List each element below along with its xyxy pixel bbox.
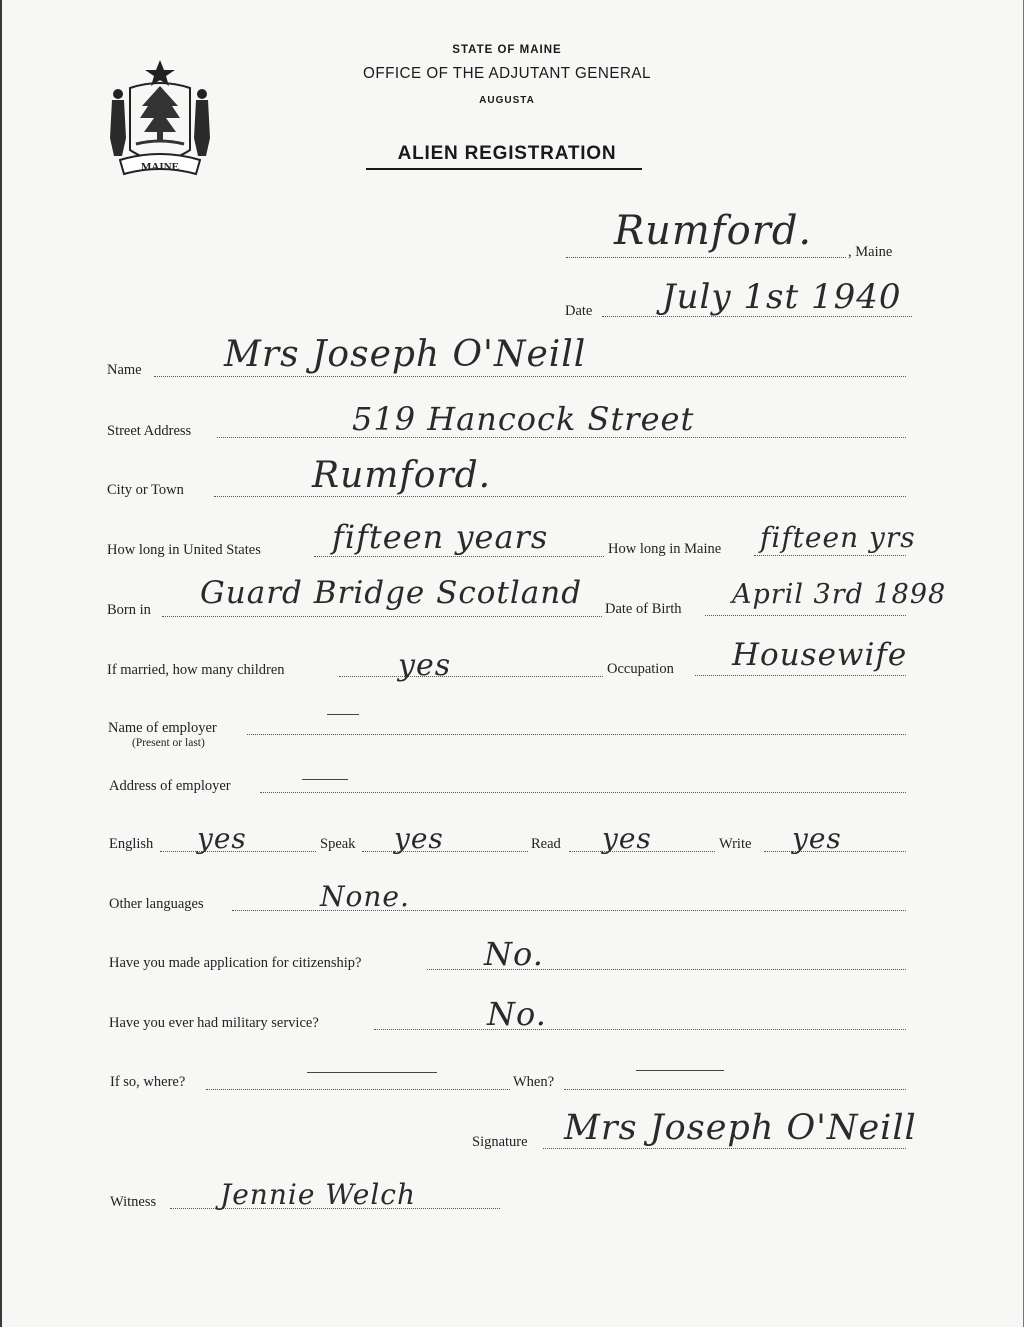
military-line xyxy=(374,1029,906,1030)
military-value[interactable]: No. xyxy=(487,995,547,1033)
maine-label: , Maine xyxy=(848,244,893,260)
born-in-line xyxy=(162,616,602,617)
form-title: ALIEN REGISTRATION xyxy=(397,143,617,164)
how-long-us-value[interactable]: fifteen years xyxy=(332,518,549,556)
state-heading: STATE OF MAINE xyxy=(452,44,562,56)
how-long-maine-line xyxy=(754,555,906,556)
write-value[interactable]: yes xyxy=(792,822,842,855)
speak-value[interactable]: yes xyxy=(394,822,444,855)
write-label: Write xyxy=(719,836,752,852)
employer-address-line xyxy=(260,792,906,793)
military-label: Have you ever had military service? xyxy=(109,1015,319,1031)
street-label: Street Address xyxy=(107,423,192,439)
employer-sublabel: (Present or last) xyxy=(132,737,205,749)
city-value[interactable]: Rumford. xyxy=(312,455,492,496)
date-label: Date xyxy=(565,303,593,319)
signature-label: Signature xyxy=(472,1134,528,1150)
how-long-us-label: How long in United States xyxy=(107,542,261,558)
how-long-maine-label: How long in Maine xyxy=(608,541,722,557)
where-line xyxy=(206,1089,510,1090)
when-label: When? xyxy=(513,1074,555,1090)
citizenship-label: Have you made application for citizenship? xyxy=(109,955,362,971)
occupation-label: Occupation xyxy=(607,661,674,677)
when-line xyxy=(564,1089,906,1090)
read-value[interactable]: yes xyxy=(602,822,652,855)
signature-line xyxy=(543,1148,906,1149)
how-long-maine-value[interactable]: fifteen yrs xyxy=(760,521,916,554)
english-label: English xyxy=(109,836,154,852)
witness-value[interactable]: Jennie Welch xyxy=(220,1178,417,1211)
speak-line xyxy=(362,851,528,852)
employer-label: Name of employer xyxy=(108,720,217,736)
town-value[interactable]: Rumford. xyxy=(614,208,813,254)
city-heading: AUGUSTA xyxy=(479,95,535,106)
title-underline xyxy=(366,168,642,170)
children-value[interactable]: yes xyxy=(398,648,452,683)
name-value[interactable]: Mrs Joseph O'Neill xyxy=(224,334,587,375)
other-languages-label: Other languages xyxy=(109,896,204,912)
date-of-birth-line xyxy=(705,615,906,616)
other-languages-value[interactable]: None. xyxy=(320,880,410,913)
employer-address-label: Address of employer xyxy=(109,778,231,794)
born-in-value[interactable]: Guard Bridge Scotland xyxy=(200,575,583,611)
how-long-us-line xyxy=(314,556,604,557)
citizenship-value[interactable]: No. xyxy=(484,935,544,973)
children-line xyxy=(339,676,603,677)
occupation-line xyxy=(695,675,906,676)
english-value[interactable]: yes xyxy=(197,822,247,855)
city-line xyxy=(214,496,906,497)
employer-line xyxy=(247,734,906,735)
children-label: If married, how many children xyxy=(107,662,285,678)
svg-text:MAINE: MAINE xyxy=(141,161,179,173)
read-label: Read xyxy=(531,836,561,852)
speak-label: Speak xyxy=(320,836,356,852)
name-label: Name xyxy=(107,362,142,378)
town-line xyxy=(566,257,846,258)
employer-dash xyxy=(327,714,359,715)
signature-value[interactable]: Mrs Joseph O'Neill xyxy=(564,1108,917,1148)
witness-label: Witness xyxy=(110,1194,157,1210)
date-of-birth-label: Date of Birth xyxy=(605,601,682,617)
when-dash xyxy=(636,1070,724,1071)
occupation-value[interactable]: Housewife xyxy=(732,637,908,673)
born-in-label: Born in xyxy=(107,602,151,618)
name-line xyxy=(154,376,906,377)
date-value[interactable]: July 1st 1940 xyxy=(662,277,902,317)
date-of-birth-value[interactable]: April 3rd 1898 xyxy=(732,579,947,610)
where-dash xyxy=(307,1072,437,1073)
office-heading: OFFICE OF THE ADJUTANT GENERAL xyxy=(363,65,651,82)
city-label: City or Town xyxy=(107,482,184,498)
street-value[interactable]: 519 Hancock Street xyxy=(352,400,695,438)
where-label: If so, where? xyxy=(110,1074,186,1090)
employer-address-dash xyxy=(302,779,348,780)
